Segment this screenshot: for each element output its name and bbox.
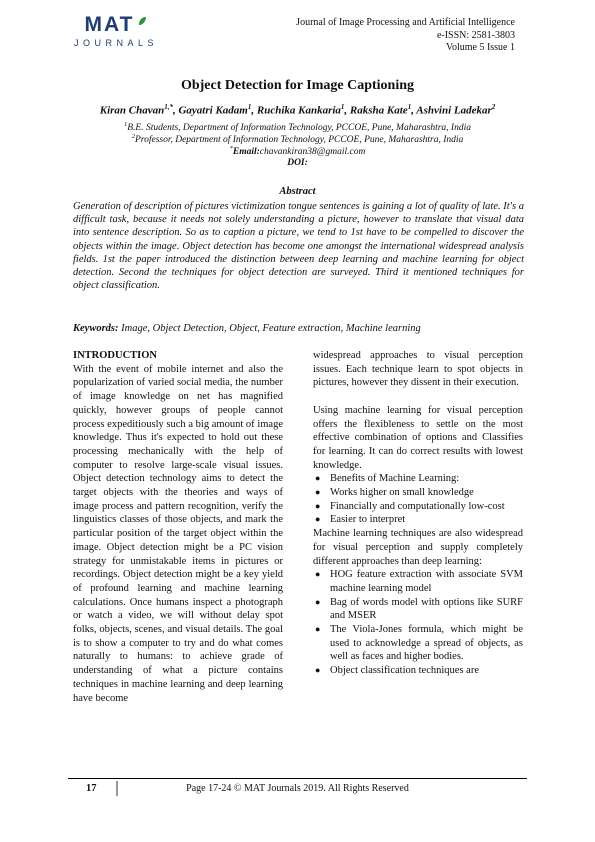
list-item-text: Benefits of Machine Learning:	[330, 473, 460, 485]
list-item-text: Works higher on small knowledge	[330, 487, 474, 499]
footer-divider	[68, 778, 527, 779]
bullet-icon: ●	[315, 500, 321, 511]
author-sup: 1,*	[164, 103, 173, 111]
author-name: Ashvini Ladekar	[416, 104, 492, 117]
logo-main-text: MAT	[84, 13, 135, 36]
author-name: Gayatri Kadam	[178, 104, 248, 117]
list-item	[313, 513, 523, 527]
email-sup: *	[229, 145, 233, 152]
author-name: Raksha Kate	[349, 104, 408, 117]
author-sep: ,	[344, 104, 350, 117]
list-item	[313, 596, 523, 623]
mat-journals-logo	[68, 14, 164, 48]
introduction-paragraph: With the event of mobile internet and also the popularization of varied social media, the number of image knowledge on net has magnified quickly, however groups of people cannot process expeditiously such a big amount of image knowledge. Thus it's expected to hold out these processing mechanically with the help of computer to resolve large-scale visual issues. Object detection technology aims to detect the target objects with the theories and ways of image process and pattern recognition, verify the linguistics classes of those objects, and mark the particular position of the target object within the image. Object detection might be a PC vision strategy for unmistakable items in pictures or recordings. Object detection might be a key yield of profound learning and machine learning calculations. Once humans inspect a photograph or watch a video, we will without delay spot folks, objects, scenes, and visual details. The goal is to show a computer to try and do what comes naturally to humans: to achieve grade of understanding of what a picture contains techniques in machine learning and deep learning have become	[73, 363, 283, 704]
bullet-icon: ●	[315, 624, 321, 635]
logo-top-row	[68, 14, 164, 36]
list-item	[313, 664, 523, 678]
list-item-text: Financially and computationally low-cost	[330, 500, 505, 512]
list-item-text: HOG feature extraction with associate SVM machine learning model	[330, 569, 523, 594]
body-paragraph: Using machine learning for visual perception offers the flexibleness to settle on the most effective combination of options and Classifies for learning. It can do correct results with lowest knowledge.	[313, 404, 523, 471]
paper-title: Object Detection for Image Captioning	[180, 78, 415, 93]
author-sup: 1	[340, 103, 345, 111]
list-item	[313, 486, 523, 500]
bullet-list-ml-benefits	[313, 472, 523, 527]
author-sep: ,	[251, 104, 257, 117]
affiliation-2	[0, 133, 595, 145]
doi-label: DOI:	[287, 158, 308, 168]
list-item-text: Bag of words model with options like SURF and MSER	[330, 596, 523, 622]
journal-info	[296, 17, 515, 55]
affiliation-sup: 2	[131, 133, 135, 140]
body-paragraph: widespread approaches to visual perception issues. Each technique learn to spot objects in pictures, however they dissent in their execution.	[313, 350, 523, 389]
logo-leaf-icon	[137, 16, 147, 26]
left-column	[73, 349, 283, 705]
author-sup: 2	[491, 103, 496, 111]
body-paragraph: Machine learning techniques are also widespread for visual perception and supply completely different approaches than deep learning:	[313, 528, 523, 567]
journal-volume: Volume 5 Issue 1	[446, 42, 515, 53]
author-sep: ,	[411, 104, 417, 117]
bullet-icon: ●	[315, 665, 321, 676]
author-sep: ,	[172, 104, 179, 117]
abstract-text: Generation of description of pictures victimization tongue sentences is gaining a lot of quality of late. It's a difficult task, because it needs not solely understanding a picture, however to translate that visual data into sentence description. So as to caption a picture, we tend to 1st have to be compelled to discover the objects within the image. Object detection has become one amongst the international widespread analysis fields. 1st the paper introduced the distinction between deep learning and machine learning for object detection. Second the techniques for object detection are surveyed. Third it mentioned techniques for object classification.	[73, 201, 524, 292]
corresponding-email	[0, 145, 595, 157]
keywords	[73, 323, 524, 334]
list-item	[313, 500, 523, 514]
author-name: Ruchika Kankaria	[256, 104, 341, 117]
bullet-icon: ●	[315, 596, 321, 607]
affiliation-text: Professor, Department of Information Technology, PCCOE, Pune, Maharashtra, India	[134, 135, 464, 146]
logo-sub-text: JOURNALS	[73, 38, 158, 48]
keywords-label: Keywords:	[73, 323, 119, 334]
email-label: Email:	[232, 147, 260, 158]
list-item	[313, 568, 523, 595]
list-item	[313, 623, 523, 664]
page-number: 17	[86, 783, 97, 794]
section-heading-introduction: INTRODUCTION	[73, 350, 158, 361]
affiliation-text: B.E. Students, Department of Information Technology, PCCOE, Pune, Maharashtra, India	[127, 123, 471, 134]
abstract-heading: Abstract	[279, 186, 316, 197]
bullet-icon: ●	[315, 514, 321, 525]
list-item-text: Easier to interpret	[330, 514, 406, 526]
author-sup: 1	[247, 103, 252, 111]
footer-copyright: Page 17-24 © MAT Journals 2019. All Rights Reserved	[186, 783, 409, 794]
author-list	[0, 103, 595, 117]
right-column	[313, 349, 523, 678]
bullet-list-ml-techniques	[313, 568, 523, 678]
list-item-text: Object classification techniques are	[330, 665, 479, 677]
author-sup: 1	[407, 103, 412, 111]
author-name: Kiran Chavan	[99, 104, 165, 117]
affiliation-sup: 1	[124, 121, 128, 128]
bullet-icon: ●	[315, 473, 321, 484]
list-item	[313, 472, 523, 486]
journal-issn: e-ISSN: 2581-3803	[436, 29, 515, 41]
list-item-text: The Viola-Jones formula, which might be used to acknowledge a spread of objects, as well as faces and higher bodies.	[330, 624, 523, 663]
affiliation-1	[0, 121, 595, 133]
journal-name: Journal of Image Processing and Artificial Intelligence	[296, 17, 515, 28]
keywords-text: Image, Object Detection, Object, Feature extraction, Machine learning	[121, 323, 421, 334]
bullet-icon: ●	[315, 487, 321, 498]
paragraph-gap	[313, 390, 523, 404]
bullet-icon: ●	[315, 569, 321, 580]
email-address[interactable]: chavankiran38@gmail.com	[259, 147, 366, 158]
